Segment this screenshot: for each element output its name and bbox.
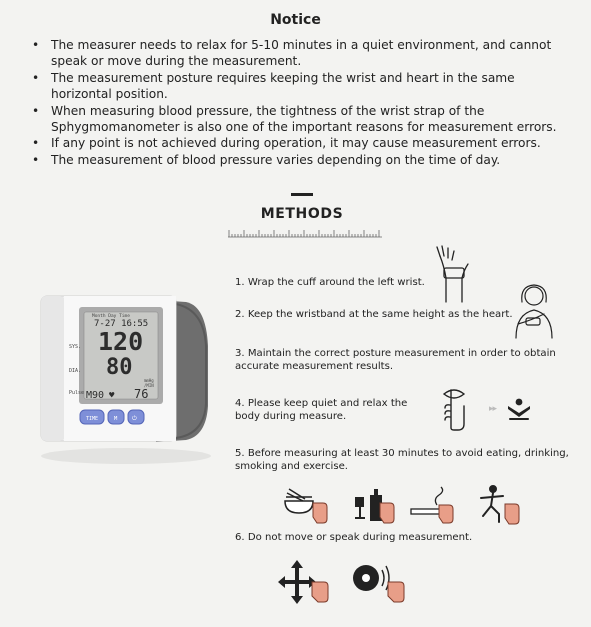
wrist-monitor-device <box>36 286 226 466</box>
no-drinking-icon <box>352 485 396 525</box>
step-5: 5. Before measuring at least 30 minutes to avoid eating, drinking, smoking and exercise. <box>235 448 569 472</box>
no-exercise-icon <box>479 484 523 526</box>
notice-item: • The measurer needs to relax for 5-10 minutes in a quiet environment, and cannot speak or move during the measurement. <box>32 37 577 70</box>
notice-item: • The measurement posture requires keeping the wrist and heart in the same horizontal position. <box>32 70 577 103</box>
dia-value: 80 <box>106 355 133 380</box>
relax-figure-icon <box>505 397 533 421</box>
notice-title: Notice <box>270 12 321 28</box>
sys-label: SYS. <box>69 344 82 350</box>
methods-title: METHODS <box>260 206 344 222</box>
section-divider <box>291 193 313 196</box>
memory-value: M90 <box>86 390 105 401</box>
notice-list <box>32 37 577 168</box>
screen-header: Month Day Time <box>92 314 130 319</box>
quiet-finger-icon <box>436 384 472 432</box>
sys-value: 120 <box>98 327 144 356</box>
pulse-value: 76 <box>134 387 149 401</box>
step-3: 3. Maintain the correct posture measurement in order to obtain accurate measurement results. <box>235 348 556 372</box>
no-smoking-icon <box>409 485 459 525</box>
arrow-decoration: ▸▸ <box>489 404 497 414</box>
dia-label: DIA. <box>69 368 82 374</box>
no-eating-icon <box>283 485 331 525</box>
unit-min: /MIN <box>144 383 154 388</box>
heart-icon: ♥ <box>109 391 115 401</box>
pulse-label: Pulse <box>69 390 85 396</box>
notice-item: • The measurement of blood pressure varies depending on the time of day. <box>32 152 577 168</box>
no-speaking-icon <box>352 560 410 606</box>
no-moving-icon <box>278 560 332 606</box>
notice-item: • When measuring blood pressure, the tightness of the wrist strap of the Sphygmomanometer is also one of the important reasons for measurement errors. <box>32 103 577 136</box>
svg-text:⏻: ⏻ <box>132 415 137 422</box>
svg-text:M: M <box>114 416 118 422</box>
step-2: 2. Keep the wristband at the same height as the heart. <box>235 309 513 320</box>
step-1: 1. Wrap the cuff around the left wrist. <box>235 277 425 288</box>
screen-datetime: 7-27 16:55 <box>94 319 149 329</box>
step-6: 6. Do not move or speak during measurement. <box>235 532 473 543</box>
ruler-decoration <box>228 228 382 238</box>
unit-mmhg: mmHg <box>144 378 154 383</box>
wrist-icon <box>424 244 476 304</box>
step-4: 4. Please keep quiet and relax the body during measure. <box>235 398 408 422</box>
notice-item: • If any point is not achieved during operation, it may cause measurement errors. <box>32 135 577 151</box>
svg-text:TIME: TIME <box>86 416 99 422</box>
person-heart-level-icon <box>508 280 560 340</box>
